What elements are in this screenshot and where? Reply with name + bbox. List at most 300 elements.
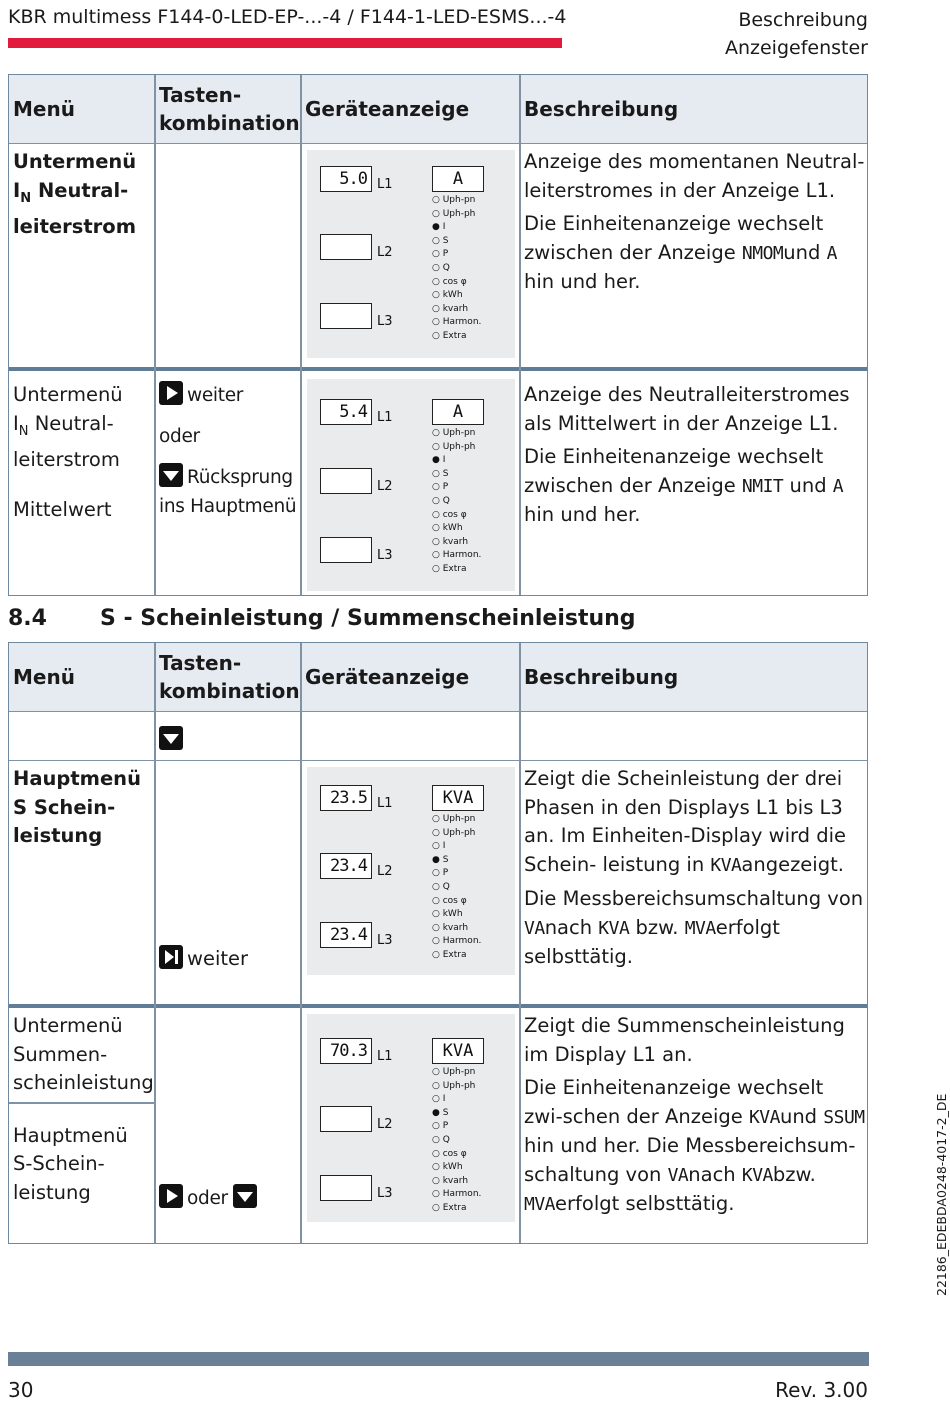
column-divider [519, 75, 521, 595]
description-text [524, 885, 865, 972]
description-text: Zeigt die Summenscheinleistung im Display L1 an. [524, 1014, 845, 1066]
col-menu-header: Menü [13, 665, 75, 689]
desc-text: Die Einheitenanzeige wechselt zwi-schen der Anzeige [524, 1076, 824, 1128]
display-l1: 5.4 [320, 399, 372, 425]
indicator-dot-filled-icon: ● [432, 1107, 443, 1118]
key-combo [159, 1184, 261, 1214]
section-heading [8, 606, 636, 631]
indicator-item [432, 1120, 481, 1134]
indicator-dot-icon: ○ [432, 550, 443, 561]
label-l2: L2 [377, 245, 393, 260]
indicator-dot-icon: ○ [432, 262, 443, 273]
indicator-dot-icon: ○ [432, 1094, 443, 1105]
indicator-item [432, 935, 481, 949]
menu-cell [9, 761, 155, 1004]
indicator-dot-filled-icon: ● [432, 455, 443, 466]
menu-sub: N [18, 423, 29, 439]
table-row [9, 143, 867, 367]
desc-text: nach [688, 1162, 736, 1186]
indicator-label: kvarh [442, 922, 469, 933]
indicator-list [432, 813, 481, 963]
table-apparent-power [8, 642, 868, 1244]
keys-header-line2: kombination [159, 111, 300, 135]
desc-text: Die Einheitenanzeige wechselt zwischen der Anzeige [524, 445, 824, 497]
menu-line: Untermenü [13, 383, 123, 406]
unit-display: A [432, 166, 484, 192]
label-l1: L1 [377, 1049, 393, 1064]
indicator-item [432, 549, 481, 563]
indicator-dot-icon: ○ [432, 441, 443, 452]
label-l3: L3 [377, 1186, 393, 1201]
display-code: SSUM [823, 1106, 865, 1128]
indicator-label: P [442, 868, 449, 879]
indicator-dot-icon: ○ [432, 235, 443, 246]
description-text [524, 443, 865, 530]
indicator-item [432, 908, 481, 922]
indicator-item [432, 1066, 481, 1080]
indicator-label: S [442, 468, 449, 479]
display-code: NMOM [741, 242, 784, 264]
display-code: KVA [741, 1164, 773, 1186]
indicator-dot-icon: ○ [432, 881, 443, 892]
indicator-label: kWh [442, 1162, 463, 1173]
indicator-dot-icon: ○ [432, 1134, 443, 1145]
indicator-dot-icon: ○ [432, 909, 443, 920]
display-l2: 23.4 [320, 853, 372, 879]
header-right-line1: Beschreibung [738, 9, 868, 31]
indicator-item [432, 194, 481, 208]
header-right-line2: Anzeigefenster [724, 37, 868, 59]
skip-forward-key-icon [159, 945, 183, 969]
indicator-item [432, 1093, 481, 1107]
description-text [524, 765, 865, 880]
display-code: A [832, 475, 844, 497]
indicator-label: Q [442, 1134, 450, 1145]
unit-display: A [432, 399, 484, 425]
key-label: weiter [187, 947, 249, 970]
column-divider [300, 75, 302, 595]
table-row [9, 760, 867, 1004]
menu-line [13, 410, 151, 446]
indicator-dot-icon: ○ [432, 936, 443, 947]
indicator-label: Uph-ph [442, 208, 476, 219]
indicator-item [432, 922, 481, 936]
indicator-label: Harmon. [442, 317, 482, 328]
indicator-label: P [442, 249, 449, 260]
indicator-dot-icon: ○ [432, 509, 443, 520]
col-desc-header: Beschreibung [524, 665, 679, 689]
description-cell [520, 144, 869, 367]
indicator-dot-icon: ○ [432, 827, 443, 838]
display-cell [301, 1008, 520, 1245]
indicator-item [432, 208, 481, 222]
indicator-label: Uph-pn [442, 428, 476, 438]
menu-rest: Neutral- [28, 411, 114, 435]
key-label: oder [187, 1188, 228, 1209]
description-text: Anzeige des momentanen Neutral-leiterstromes in der Anzeige L1. [524, 150, 865, 202]
display-l3 [320, 537, 372, 563]
indicator-dot-icon: ○ [432, 536, 443, 547]
column-divider [300, 643, 302, 1243]
indicator-dot-icon: ○ [432, 249, 443, 260]
indicator-item [432, 881, 481, 895]
indicator-item [432, 536, 481, 550]
indicator-dot-icon: ○ [432, 290, 443, 301]
indicator-item [432, 840, 481, 854]
indicator-dot-icon: ○ [432, 922, 443, 933]
indicator-label: Uph-ph [442, 827, 476, 838]
menu-line: Untermenü [13, 1014, 123, 1037]
indicator-label: I [442, 455, 446, 466]
indicator-label: Uph-ph [442, 1080, 476, 1091]
display-l3 [320, 303, 372, 329]
indicator-dot-icon: ○ [432, 1202, 443, 1213]
key-label: Rücksprung [187, 467, 293, 488]
indicator-label: P [442, 1121, 449, 1132]
document-id: 22186_EDEBDA0248-4017-2_DE [934, 1093, 949, 1296]
indicator-label: Q [442, 262, 450, 273]
indicator-dot-icon: ○ [432, 1121, 443, 1132]
description-text: Anzeige des Neutralleiterstromes als Mittelwert in der Anzeige L1. [524, 383, 850, 435]
indicator-dot-icon: ○ [432, 317, 443, 328]
indicator-label: Uph-pn [442, 814, 476, 824]
label-l3: L3 [377, 314, 393, 329]
desc-text: und [789, 473, 827, 497]
indicator-label: cos φ [442, 509, 467, 520]
indicator-label: cos φ [442, 276, 467, 287]
label-l1: L1 [377, 177, 393, 192]
header-red-bar [8, 38, 562, 48]
keys-cell [155, 1008, 301, 1245]
indicator-label: Q [442, 881, 450, 892]
menu-line: Hauptmenü [13, 767, 141, 790]
display-l1: 5.0 [320, 166, 372, 192]
revision: Rev. 3.00 [775, 1378, 868, 1402]
menu-line: leiterstrom [13, 214, 137, 238]
indicator-item [432, 454, 481, 468]
desc-text: hin und her. [524, 503, 641, 526]
indicator-label: Harmon. [442, 936, 482, 947]
description-cell [520, 1008, 869, 1245]
indicator-dot-icon: ○ [432, 495, 443, 506]
display-code: VA [524, 917, 545, 939]
display-l1: 23.5 [320, 785, 372, 811]
indicator-label: S [442, 1107, 449, 1118]
indicator-label: Extra [442, 330, 467, 341]
indicator-dot-icon: ○ [432, 330, 443, 341]
display-cell [301, 371, 520, 597]
description-text [524, 210, 865, 297]
indicator-dot-icon: ○ [432, 1080, 443, 1091]
indicator-dot-icon: ○ [432, 868, 443, 879]
down-arrow-key-icon [159, 726, 183, 750]
display-code: KVA [598, 917, 630, 939]
desc-text: Die Messbereichsumschaltung von [524, 887, 864, 910]
indicator-dot-icon: ○ [432, 1175, 443, 1186]
desc-text: nach [544, 915, 593, 939]
indicator-item [432, 949, 481, 963]
indicator-item [432, 221, 481, 235]
indicator-item [432, 522, 481, 536]
indicator-label: I [442, 222, 446, 233]
indicator-item [432, 867, 481, 881]
display-l3 [320, 1175, 372, 1201]
indicator-label: P [442, 482, 449, 493]
indicator-item [432, 468, 481, 482]
indicator-item [432, 248, 481, 262]
indicator-dot-icon: ○ [432, 949, 443, 960]
menu-line: S-Schein- [13, 1152, 105, 1175]
display-code: MVA [684, 917, 716, 939]
indicator-item [432, 813, 481, 827]
indicator-label: Harmon. [442, 1189, 482, 1200]
indicator-dot-icon: ○ [432, 523, 443, 534]
display-cell [301, 761, 520, 1004]
display-l2 [320, 1106, 372, 1132]
key-label: weiter [187, 385, 244, 406]
header-section [725, 6, 868, 62]
indicator-dot-icon: ○ [432, 468, 443, 479]
menu-i: I [13, 178, 21, 202]
indicator-item [432, 854, 481, 868]
indicator-label: S [442, 235, 449, 246]
menu-line [13, 177, 151, 213]
desc-text: erfolgt selbsttätig. [524, 915, 780, 968]
display-l2 [320, 234, 372, 260]
column-divider [154, 643, 156, 1243]
desc-text: und [783, 240, 821, 264]
table-row [9, 711, 867, 760]
label-l2: L2 [377, 864, 393, 879]
indicator-item [432, 827, 481, 841]
device-display [307, 150, 515, 358]
keys-cell [155, 377, 301, 597]
unit-display: KVA [432, 1038, 484, 1064]
device-display [307, 767, 515, 975]
indicator-list [432, 1066, 481, 1216]
indicator-item [432, 1202, 481, 1216]
indicator-label: Extra [442, 563, 467, 574]
indicator-item [432, 303, 481, 317]
col-keys-header [155, 643, 301, 711]
key-combo [159, 463, 297, 493]
desc-text: bzw. [635, 915, 679, 939]
indicator-list [432, 194, 481, 344]
column-divider [519, 643, 521, 1243]
table-row [9, 367, 867, 597]
desc-text: Zeigt die Scheinleistung der drei Phasen in den Displays L1 bis L3 an. Im Einheiten-Display wird die Schein- leistung in [524, 767, 847, 876]
indicator-label: kWh [442, 909, 463, 920]
section-number: 8.4 [8, 606, 47, 631]
indicator-dot-icon: ○ [432, 303, 443, 314]
description-cell [520, 761, 869, 1004]
indicator-label: cos φ [442, 1148, 467, 1159]
col-display-header: Geräteanzeige [305, 97, 470, 121]
label-l3: L3 [377, 933, 393, 948]
indicator-item [432, 235, 481, 249]
indicator-item [432, 1107, 481, 1121]
keys-cell [155, 712, 301, 760]
indicator-item [432, 495, 481, 509]
indicator-dot-icon: ○ [432, 814, 443, 824]
indicator-item [432, 1161, 481, 1175]
display-cell [301, 144, 520, 367]
key-combo [159, 381, 297, 411]
table-neutral-current [8, 74, 868, 596]
indicator-item [432, 1134, 481, 1148]
menu-cell [9, 377, 155, 597]
indicator-dot-icon: ○ [432, 841, 443, 852]
indicator-item [432, 1175, 481, 1189]
menu-line: leiterstrom [13, 447, 120, 471]
indicator-item [432, 262, 481, 276]
desc-text: bzw. [772, 1162, 816, 1186]
indicator-label: Extra [442, 1202, 467, 1213]
indicator-label: kvarh [442, 303, 469, 314]
indicator-label: Harmon. [442, 550, 482, 561]
indicator-dot-icon: ○ [432, 1189, 443, 1200]
label-l1: L1 [377, 410, 393, 425]
indicator-item [432, 316, 481, 330]
key-label: oder [159, 425, 200, 447]
indicator-item [432, 563, 481, 577]
desc-text: und [779, 1104, 818, 1128]
menu-sub: N [20, 190, 32, 206]
table-header-row [9, 643, 867, 711]
key-label: ins Hauptmenü [159, 495, 297, 517]
key-combo [159, 945, 248, 974]
down-arrow-key-icon [159, 463, 183, 487]
keys-cell [155, 761, 301, 1004]
indicator-dot-filled-icon: ● [432, 222, 443, 233]
section-title: S - Scheinleistung / Summenscheinleistung [100, 606, 636, 631]
down-arrow-key-icon [233, 1184, 257, 1208]
device-display [307, 379, 515, 591]
indicator-dot-icon: ○ [432, 1148, 443, 1159]
indicator-dot-icon: ○ [432, 195, 443, 205]
indicator-dot-icon: ○ [432, 428, 443, 438]
indicator-item [432, 289, 481, 303]
keys-header-line1: Tasten- [159, 651, 242, 675]
col-keys-header [155, 75, 301, 143]
indicator-label: Uph-pn [442, 1067, 476, 1077]
description-text [524, 1074, 865, 1220]
indicator-label: Uph-ph [442, 441, 476, 452]
display-code: A [826, 242, 837, 264]
indicator-label: kWh [442, 290, 463, 301]
menu-line: scheinleistung [13, 1071, 154, 1094]
display-code: MVA [524, 1194, 556, 1215]
menu-line: Untermenü [13, 150, 137, 173]
indicator-dot-icon: ○ [432, 208, 443, 219]
menu-line: Mittelwert [13, 498, 112, 522]
indicator-item [432, 1148, 481, 1162]
device-display [307, 1014, 515, 1222]
display-l1: 70.3 [320, 1038, 372, 1064]
menu-cell [9, 1008, 155, 1245]
indicator-item [432, 276, 481, 290]
indicator-label: S [442, 854, 449, 865]
indicator-item [432, 895, 481, 909]
column-divider [154, 75, 156, 595]
desc-text: hin und her. [524, 270, 641, 293]
indicator-dot-icon: ○ [432, 895, 443, 906]
label-l2: L2 [377, 479, 393, 494]
indicator-item [432, 509, 481, 523]
indicator-item [432, 427, 481, 441]
indicator-dot-icon: ○ [432, 563, 443, 574]
display-l2 [320, 468, 372, 494]
menu-line: S Schein- [13, 795, 116, 819]
indicator-item [432, 1188, 481, 1202]
display-code: VA [667, 1164, 689, 1186]
menu-divider [9, 1102, 155, 1104]
menu-line: leistung [13, 824, 103, 847]
indicator-label: Extra [442, 949, 467, 960]
right-arrow-key-icon [159, 1184, 183, 1208]
table-row [9, 1004, 867, 1245]
keys-header-line2: kombination [159, 679, 300, 703]
header-title: KBR multimess F144-0-LED-EP-...-4 / F144-1-LED-ESMS...-4 [8, 6, 567, 28]
footer-bar [8, 1352, 869, 1366]
indicator-dot-filled-icon: ● [432, 854, 443, 865]
table-header-row [9, 75, 867, 143]
desc-text: angezeigt. [741, 852, 844, 876]
menu-rest: Neutral- [31, 178, 129, 202]
menu-line: Summen- [13, 1042, 108, 1066]
label-l2: L2 [377, 1117, 393, 1132]
col-menu-header: Menü [13, 97, 75, 121]
display-code: KVA [748, 1106, 780, 1128]
display-code: KVA [710, 854, 742, 876]
indicator-item [432, 441, 481, 455]
menu-line: Hauptmenü [13, 1123, 128, 1147]
label-l3: L3 [377, 548, 393, 563]
indicator-dot-icon: ○ [432, 1162, 443, 1173]
indicator-dot-icon: ○ [432, 276, 443, 287]
indicator-label: kvarh [442, 1175, 469, 1186]
indicator-dot-icon: ○ [432, 1067, 443, 1077]
indicator-dot-icon: ○ [432, 482, 443, 493]
right-arrow-key-icon [159, 381, 183, 405]
indicator-label: Q [442, 495, 450, 506]
desc-text: hin und her. Die Messbereichsum-schaltung von [524, 1134, 856, 1186]
description-cell [520, 377, 869, 597]
col-desc-header: Beschreibung [524, 97, 679, 121]
menu-i: I [13, 411, 19, 435]
display-l3: 23.4 [320, 922, 372, 948]
indicator-label: Uph-pn [442, 195, 476, 205]
page-number: 30 [8, 1378, 34, 1402]
col-display-header: Geräteanzeige [305, 665, 470, 689]
indicator-item [432, 481, 481, 495]
desc-text: Die Einheitenanzeige wechselt zwischen der Anzeige [524, 212, 824, 264]
keys-header-line1: Tasten- [159, 83, 242, 107]
menu-cell [9, 144, 155, 367]
indicator-list [432, 427, 481, 577]
unit-display: KVA [432, 785, 484, 811]
label-l1: L1 [377, 796, 393, 811]
indicator-label: kWh [442, 523, 463, 534]
indicator-label: I [442, 841, 446, 852]
indicator-label: I [442, 1094, 446, 1105]
indicator-label: cos φ [442, 895, 467, 906]
indicator-item [432, 330, 481, 344]
indicator-label: kvarh [442, 536, 469, 547]
desc-text: erfolgt selbsttätig. [555, 1192, 735, 1215]
menu-line: leistung [13, 1180, 91, 1204]
display-code: NMIT [741, 475, 784, 497]
